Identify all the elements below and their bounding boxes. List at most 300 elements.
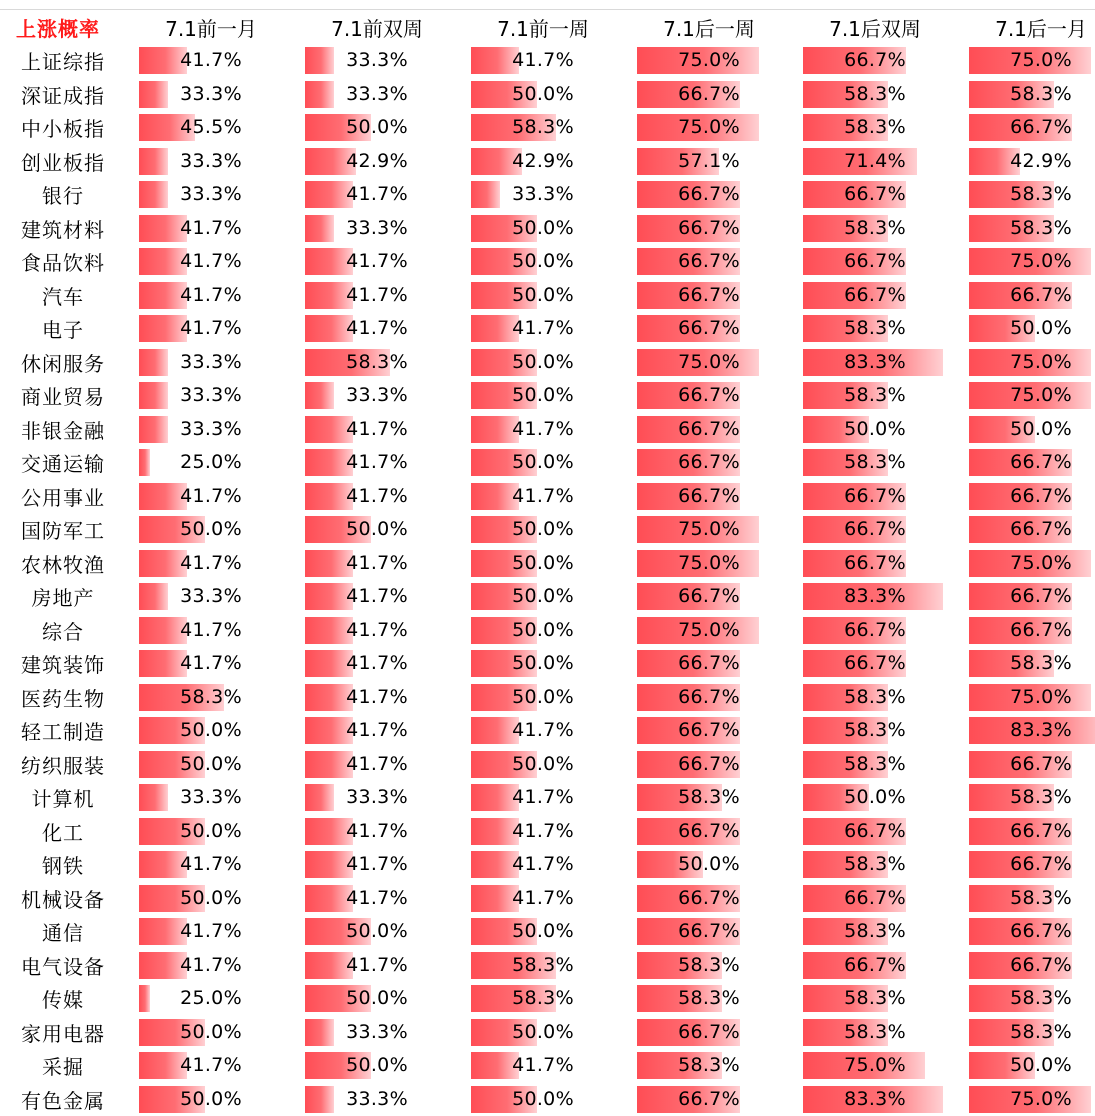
data-cell [792,850,958,879]
data-cell [128,616,294,645]
cell-value: 50.0% [844,417,906,440]
data-cell [958,616,1095,645]
cell-value: 50.0% [346,116,408,139]
cell-value: 66.7% [1010,451,1072,474]
data-cell [294,482,460,511]
cell-value: 66.7% [844,283,906,306]
data-cell [626,716,792,745]
cell-value: 41.7% [346,451,408,474]
row-label: 医药生物 [21,686,105,711]
data-cell [460,247,626,276]
data-cell [626,180,792,209]
data-cell [958,1051,1095,1080]
data-cell [460,348,626,377]
cell-value: 41.7% [512,719,574,742]
cell-value: 66.7% [1010,283,1072,306]
table-row [0,949,1095,983]
cell-value: 58.3% [512,116,574,139]
cell-value: 41.7% [512,49,574,72]
cell-value: 66.7% [678,685,740,708]
row-label: 化工 [42,820,84,845]
data-cell [294,147,460,176]
cell-value: 66.7% [678,652,740,675]
cell-value: 41.7% [180,853,242,876]
cell-value: 66.7% [1010,618,1072,641]
row-label: 商业贸易 [21,385,105,410]
data-cell [792,281,958,310]
cell-value: 75.0% [844,1054,906,1077]
cell-value: 50.0% [180,752,242,775]
data-cell [626,850,792,879]
cell-value: 41.7% [346,317,408,340]
table-row [0,1049,1095,1083]
cell-value: 58.3% [844,719,906,742]
cell-value: 66.7% [844,183,906,206]
cell-value: 41.7% [346,953,408,976]
data-cell [294,917,460,946]
data-cell [958,180,1095,209]
cell-value: 41.7% [512,786,574,809]
data-cell [460,649,626,678]
cell-value: 58.3% [844,317,906,340]
cell-value: 58.3% [1010,82,1072,105]
data-cell [294,281,460,310]
data-cell [792,917,958,946]
cell-value: 66.7% [1010,116,1072,139]
cell-value: 41.7% [512,317,574,340]
cell-value: 33.3% [346,82,408,105]
table-row [0,614,1095,648]
cell-value: 41.7% [346,484,408,507]
data-cell [460,951,626,980]
cell-value: 75.0% [1010,350,1072,373]
cell-value: 75.0% [678,618,740,641]
data-cell [460,281,626,310]
data-cell [958,214,1095,243]
data-cell [128,80,294,109]
column-header: 7.1后双周 [829,16,921,41]
cell-value: 66.7% [678,1087,740,1110]
table-row [0,915,1095,949]
data-cell [460,817,626,846]
cell-value: 42.9% [512,149,574,172]
data-cell [958,783,1095,812]
data-cell [626,214,792,243]
data-cell [792,582,958,611]
cell-value: 41.7% [346,585,408,608]
data-cell [460,917,626,946]
row-label: 机械设备 [21,887,105,912]
column-header: 7.1后一月 [995,16,1087,41]
data-cell [958,147,1095,176]
table-row [0,580,1095,614]
data-cell [626,147,792,176]
table-row [0,748,1095,782]
data-cell [958,582,1095,611]
data-cell [294,448,460,477]
data-cell [626,917,792,946]
cell-value: 66.7% [844,953,906,976]
cell-value: 58.3% [512,953,574,976]
cell-value: 50.0% [180,819,242,842]
data-cell [294,750,460,779]
data-cell [128,917,294,946]
data-cell [626,984,792,1013]
data-cell [128,247,294,276]
cell-value: 66.7% [678,886,740,909]
row-label: 食品饮料 [21,251,105,276]
cell-value: 66.7% [678,451,740,474]
cell-value: 50.0% [512,518,574,541]
cell-value: 50.0% [346,987,408,1010]
cell-value: 50.0% [512,652,574,675]
data-cell [460,616,626,645]
data-cell [294,180,460,209]
cell-value: 33.3% [180,585,242,608]
data-cell [958,750,1095,779]
cell-value: 66.7% [678,384,740,407]
cell-value: 33.3% [180,786,242,809]
cell-value: 66.7% [678,317,740,340]
data-cell [792,448,958,477]
cell-value: 66.7% [844,250,906,273]
data-cell [294,381,460,410]
cell-value: 58.3% [1010,183,1072,206]
data-cell [294,1085,460,1114]
cell-value: 66.7% [678,250,740,273]
row-label: 国防军工 [21,519,105,544]
cell-value: 58.3% [180,685,242,708]
data-cell [792,214,958,243]
cell-value: 66.7% [678,484,740,507]
cell-value: 58.3% [844,752,906,775]
cell-value: 66.7% [1010,853,1072,876]
cell-value: 66.7% [678,417,740,440]
cell-value: 57.1% [678,149,740,172]
data-cell [958,515,1095,544]
table-row [0,312,1095,346]
cell-value: 41.7% [512,819,574,842]
cell-value: 41.7% [180,920,242,943]
cell-value: 50.0% [512,216,574,239]
data-cell [792,314,958,343]
table-row [0,379,1095,413]
cell-value: 66.7% [678,183,740,206]
data-cell [958,716,1095,745]
data-cell [128,850,294,879]
cell-value: 75.0% [1010,384,1072,407]
row-label: 计算机 [31,787,95,812]
data-cell [294,415,460,444]
data-cell [792,147,958,176]
cell-value: 33.3% [180,350,242,373]
data-cell [626,884,792,913]
data-cell [626,1085,792,1114]
cell-value: 50.0% [180,886,242,909]
cell-value: 50.0% [180,518,242,541]
data-cell [792,247,958,276]
data-cell [792,1085,958,1114]
data-cell [128,1018,294,1047]
data-cell [958,1085,1095,1114]
table-row [0,346,1095,380]
data-cell [626,783,792,812]
data-cell [792,415,958,444]
data-cell [958,80,1095,109]
row-label: 创业板指 [21,150,105,175]
cell-value: 66.7% [678,719,740,742]
row-label: 公用事业 [21,485,105,510]
cell-value: 50.0% [512,283,574,306]
row-label: 建筑材料 [21,217,105,242]
cell-value: 42.9% [346,149,408,172]
row-label: 电子 [42,318,84,343]
data-cell [128,180,294,209]
data-cell [294,1018,460,1047]
row-label: 家用电器 [21,1021,105,1046]
table-row [0,848,1095,882]
data-cell [626,1018,792,1047]
cell-value: 58.3% [844,451,906,474]
data-cell [626,683,792,712]
cell-value: 50.0% [512,920,574,943]
data-cell [128,649,294,678]
data-cell [792,884,958,913]
data-cell [294,1051,460,1080]
table-row [0,982,1095,1016]
cell-value: 58.3% [844,216,906,239]
cell-value: 50.0% [512,350,574,373]
cell-value: 58.3% [1010,786,1072,809]
data-cell [958,247,1095,276]
data-cell [128,884,294,913]
data-cell [460,448,626,477]
data-cell [128,716,294,745]
data-cell [460,783,626,812]
cell-value: 41.7% [180,618,242,641]
data-cell [128,582,294,611]
data-cell [460,482,626,511]
cell-value: 58.3% [678,987,740,1010]
data-cell [792,984,958,1013]
cell-value: 66.7% [844,551,906,574]
data-cell [460,381,626,410]
cell-value: 66.7% [1010,752,1072,775]
cell-value: 58.3% [1010,652,1072,675]
column-header: 7.1前双周 [331,16,423,41]
data-cell [294,616,460,645]
data-cell [792,750,958,779]
cell-value: 50.0% [346,518,408,541]
data-cell [128,482,294,511]
cell-value: 33.3% [180,417,242,440]
cell-value: 66.7% [844,518,906,541]
data-cell [792,716,958,745]
data-cell [792,515,958,544]
data-cell [626,415,792,444]
data-cell [128,415,294,444]
row-label: 纺织服装 [21,753,105,778]
data-cell [460,415,626,444]
cell-value: 41.7% [346,819,408,842]
row-label: 交通运输 [21,452,105,477]
cell-value: 50.0% [1010,1054,1072,1077]
cell-value: 75.0% [1010,685,1072,708]
cell-value: 75.0% [678,350,740,373]
data-cell [294,783,460,812]
cell-value: 83.3% [844,585,906,608]
column-header: 7.1前一周 [497,16,589,41]
data-cell [460,549,626,578]
row-label: 有色金属 [21,1088,105,1113]
corner-label: 上涨概率 [16,16,100,41]
cell-value: 66.7% [678,819,740,842]
data-cell [958,1018,1095,1047]
data-cell [626,281,792,310]
data-cell [958,884,1095,913]
data-cell [792,616,958,645]
cell-value: 83.3% [1010,719,1072,742]
data-cell [626,1051,792,1080]
cell-value: 41.7% [180,250,242,273]
cell-value: 66.7% [1010,518,1072,541]
data-cell [792,180,958,209]
row-label: 采掘 [42,1055,84,1080]
data-cell [294,850,460,879]
data-cell [128,984,294,1013]
row-label: 电气设备 [21,954,105,979]
data-cell [958,984,1095,1013]
cell-value: 58.3% [844,853,906,876]
data-cell [294,884,460,913]
row-label: 通信 [42,921,84,946]
table-row [0,882,1095,916]
cell-value: 41.7% [346,886,408,909]
cell-value: 75.0% [1010,551,1072,574]
cell-value: 41.7% [346,685,408,708]
row-label: 休闲服务 [21,351,105,376]
data-cell [128,750,294,779]
data-cell [626,582,792,611]
table-row [0,413,1095,447]
table-row [0,212,1095,246]
cell-value: 66.7% [844,484,906,507]
data-cell [958,683,1095,712]
cell-value: 33.3% [180,183,242,206]
cell-value: 66.7% [844,652,906,675]
cell-value: 41.7% [346,551,408,574]
data-cell [626,515,792,544]
cell-value: 33.3% [346,1020,408,1043]
cell-value: 66.7% [844,618,906,641]
data-cell [626,80,792,109]
data-cell [792,113,958,142]
data-cell [958,415,1095,444]
data-cell [626,616,792,645]
cell-value: 50.0% [844,786,906,809]
data-cell [626,46,792,75]
data-cell [128,147,294,176]
data-cell [460,582,626,611]
data-cell [460,180,626,209]
data-cell [792,549,958,578]
cell-value: 41.7% [512,417,574,440]
cell-value: 25.0% [180,987,242,1010]
data-cell [128,113,294,142]
table-row [0,1016,1095,1050]
cell-value: 58.3% [844,1020,906,1043]
data-cell [460,46,626,75]
cell-value: 58.3% [844,920,906,943]
data-cell [128,381,294,410]
cell-value: 58.3% [844,82,906,105]
table-row [0,714,1095,748]
data-cell [460,1085,626,1114]
row-label: 上证综指 [21,50,105,75]
cell-value: 83.3% [844,350,906,373]
cell-value: 50.0% [1010,417,1072,440]
table-row [0,279,1095,313]
cell-value: 83.3% [844,1087,906,1110]
cell-value: 50.0% [346,920,408,943]
row-label: 房地产 [31,586,95,611]
table-row [0,78,1095,112]
cell-value: 66.7% [844,886,906,909]
data-cell [128,1085,294,1114]
row-label: 综合 [42,619,84,644]
cell-value: 66.7% [678,920,740,943]
row-label: 中小板指 [21,117,105,142]
cell-value: 33.3% [346,1087,408,1110]
row-label: 农林牧渔 [21,552,105,577]
cell-value: 50.0% [512,551,574,574]
cell-value: 41.7% [180,652,242,675]
cell-value: 58.3% [844,116,906,139]
data-cell [294,582,460,611]
cell-value: 25.0% [180,451,242,474]
cell-value: 58.3% [1010,987,1072,1010]
cell-value: 58.3% [844,987,906,1010]
data-cell [958,46,1095,75]
cell-value: 66.7% [1010,819,1072,842]
data-cell [460,884,626,913]
cell-value: 33.3% [346,216,408,239]
cell-value: 41.7% [346,417,408,440]
data-cell [792,1018,958,1047]
cell-value: 50.0% [512,752,574,775]
data-cell [460,314,626,343]
cell-value: 58.3% [844,685,906,708]
cell-value: 58.3% [844,384,906,407]
cell-value: 58.3% [346,350,408,373]
cell-value: 41.7% [346,183,408,206]
cell-value: 41.7% [512,1054,574,1077]
data-cell [958,381,1095,410]
data-cell [792,80,958,109]
cell-value: 33.3% [346,384,408,407]
data-cell [294,683,460,712]
data-cell [958,951,1095,980]
table-row [0,647,1095,681]
cell-value: 41.7% [346,250,408,273]
cell-value: 66.7% [678,216,740,239]
cell-value: 33.3% [346,49,408,72]
data-cell [626,951,792,980]
cell-value: 50.0% [512,451,574,474]
data-cell [294,214,460,243]
table-row [0,1083,1095,1116]
cell-value: 66.7% [844,819,906,842]
